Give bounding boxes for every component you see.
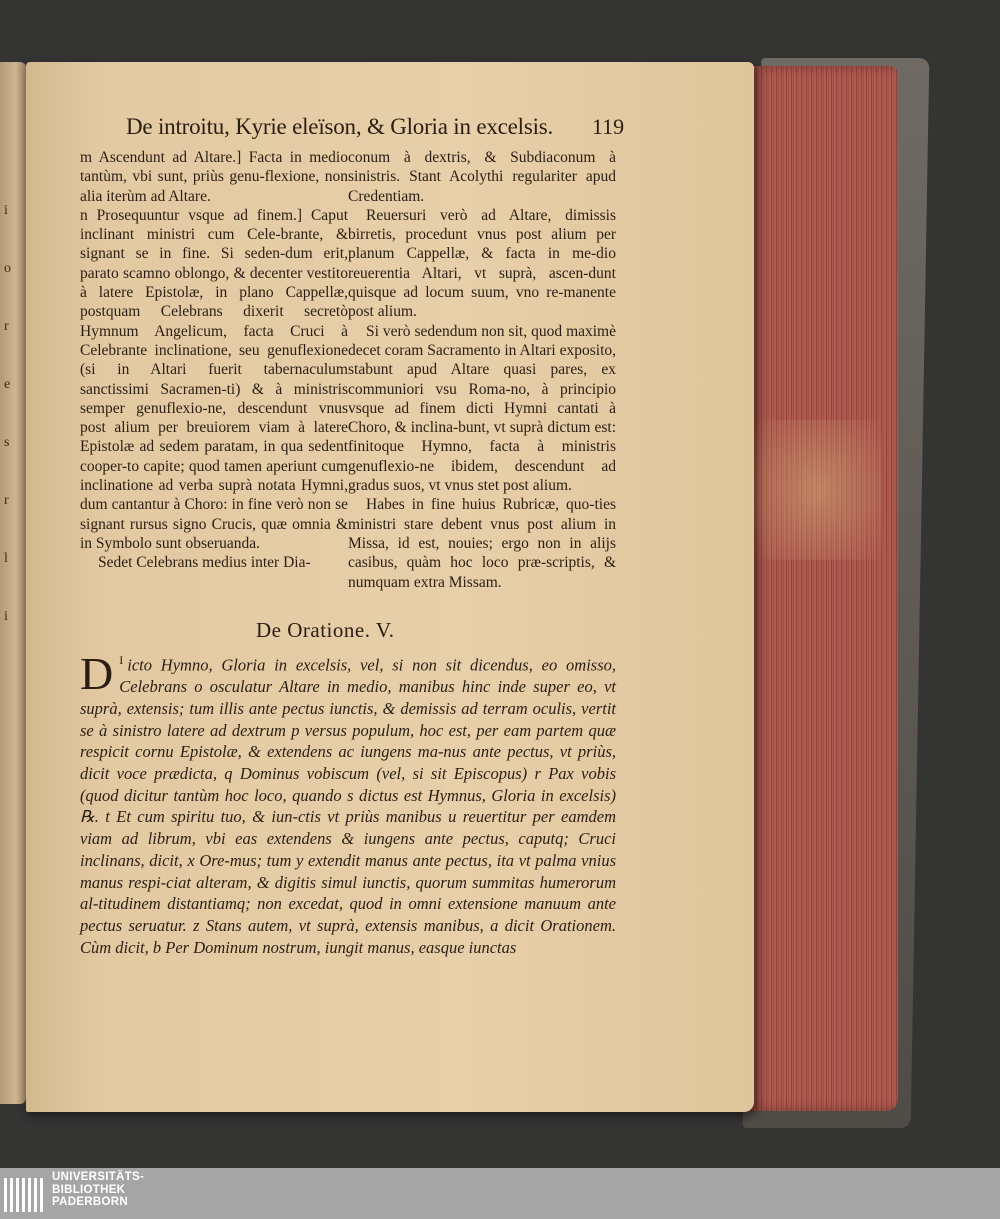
paragraph: conum à dextris, & Subdiaconum à sinistris. Stant Acolythi regulariter apud Credentiam. — [348, 149, 616, 205]
footer-bar — [0, 1168, 1000, 1219]
section-heading: De Oratione. V. — [256, 618, 395, 642]
page-edge-stain — [752, 420, 882, 560]
book-page — [26, 62, 754, 1112]
margin-mark: i — [4, 203, 8, 218]
section-paragraph — [80, 650, 616, 958]
paragraph: Si verò sedendum non sit, quod maximè decet coram Sacramento in Altari exposito, stabunt apud Altare quasi pares, ex communiori vsu Roma-no, à principio vsque ad finem dicti Hymni cantati à Choro, & inclina-bunt, vt suprà dictum est: finitoque Hymno, facta à ministris genuflexio-ne ibidem, descendunt ad gradus suos, vt vnus stet post alium. — [348, 322, 616, 495]
library-logo-text — [52, 1171, 144, 1209]
red-page-edges — [748, 66, 898, 1111]
paragraph: Sedet Celebrans medius inter Dia- — [98, 554, 311, 572]
page-number: 119 — [592, 114, 625, 139]
margin-mark: i — [4, 609, 8, 624]
margin-mark: l — [4, 551, 8, 566]
section-body — [80, 650, 616, 958]
left-column — [80, 148, 348, 573]
drop-cap: D — [80, 648, 114, 699]
section-text: icto Hymno, Gloria in excelsis, vel, si non sit dicendus, eo omisso, Celebrans o osculatur Altare in medio, manibus hinc inde super eo, vt suprà, extensis; tum illis ante pectus iunctis, & demissis ad terram oculis, vertit se à sinistro latere ad dextrum p versus populum, hoc est, per eam partem quæ respicit cornu Epistolæ, & extendens ac iungens ma-nus ante pectus, vt priùs, dicit voce prædicta, q Dominus vobiscum (vel, si sit Episcopus) r Pax vobis (quod dicitur tantùm hoc loco, quando s dictus est Hymnus, Gloria in excelsis) ℞. t Et cum spiritu tuo, & iun-ctis vt priùs manibus u reuertitur per eamdem viam ad librum, vbi eas extendens & iungens ante pectus, caputq; Cruci inclinans, dicit, x Ore-mus; tum y extendit manus ante pectus, ita vt palma vnius manus respi-ciat alteram, & digitis simul iunctis, quorum summitas humerorum al-titudinem distantiamq; non excedat, quod in omni extensione manuum ante pectus seruatur. z Stans autem, vt suprà, extensis manibus, a dicit Orationem. Cùm dicit, b Per Dominum nostrum, iungit manus, easque iunctas — [80, 655, 616, 957]
paragraph: m Ascendunt ad Altare.] Facta in medio tantùm, vbi sunt, priùs genu-flexione, non alia iterùm ad Altare. — [80, 149, 348, 205]
margin-mark: o — [4, 261, 11, 276]
running-head: De introitu, Kyrie eleïson, & Gloria in excelsis. — [126, 114, 554, 139]
library-logo-icon — [2, 1172, 48, 1216]
margin-mark: r — [4, 319, 9, 334]
logo-line: BIBLIOTHEK — [52, 1183, 126, 1196]
logo-line: PADERBORN — [52, 1196, 128, 1208]
section-marker: I — [119, 653, 124, 667]
left-page-edge — [0, 62, 26, 1104]
left-margin-marks — [4, 182, 20, 646]
margin-mark: s — [4, 435, 10, 450]
paragraph: n Prosequuntur vsque ad finem.] Caput inclinant ministri cum Cele-brante, & signant se in fine. Si seden-dum erit, parato scamno oblongo, & decenter vestito à latere Epistolæ, in plano Cappellæ, postquam Celebrans dixerit secretò Hymnum Angelicum, facta Cruci à Celebrante inclinatione, seu genuflexione (si in Altari fuerit tabernaculum sanctissimi Sacramen-ti) & à ministris semper genuflexio-ne, descendunt vnus post alium per breuiorem viam à latere Epistolæ ad sedem paratam, in qua sedent cooper-to capite; quod tamen aperiunt cum inclinatione ad verba suprà notata Hymni, dum cantantur à Choro: in fine verò non se signant rursus signo Crucis, quæ omnia & in Symbolo sunt obseruanda. — [80, 206, 348, 552]
logo-line: UNIVERSITÄTS- — [52, 1171, 145, 1183]
paragraph: Habes in fine huius Rubricæ, quo-ties ministri stare debent vnus post alium in Missa, id est, nouies; ergo non in alijs casibus, quàm hoc loco præ-scriptis, & numquam extra Missam. — [348, 496, 616, 591]
paragraph: Reuersuri verò ad Altare, dimissis birretis, procedunt vnus post alium per planum Cappellæ, & facta in me-dio reuerentia Altari, vt suprà, ascen-dunt quisque ad locum suum, vno re-manente post alium. — [348, 206, 616, 321]
margin-mark: e — [4, 377, 11, 392]
margin-mark: r — [4, 493, 9, 508]
right-column — [348, 148, 616, 592]
